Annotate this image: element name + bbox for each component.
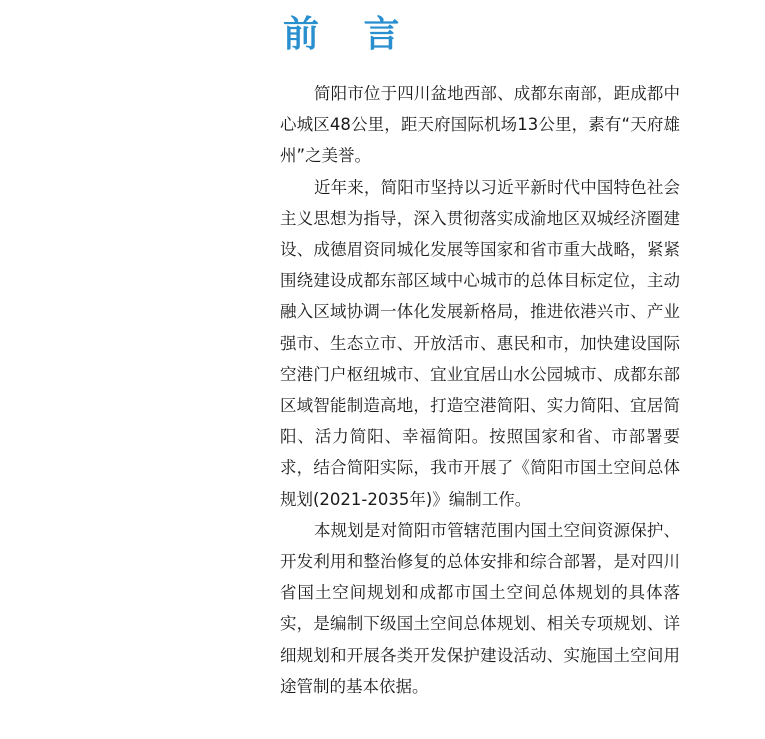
paragraph-purpose: 本规划是对简阳市管辖范围内国土空间资源保护、开发利用和整治修复的总体安排和综合部署，是对四川省国土空间规划和成都市国土空间总体规划的具体落实，是编制下级国土空间总体规划、相关专项规划、详细规划和开展各类开发保护建设活动、实施国土空间用途管制的基本依据。	[280, 520, 680, 696]
document-page	[280, 0, 680, 702]
page-title: 前 言	[283, 14, 416, 55]
paragraph-location: 简阳市位于四川盆地西部、成都东南部，距成都中心城区48公里，距天府国际机场13公里，素有“天府雄州”之美誉。	[280, 84, 680, 166]
document-body	[280, 78, 680, 702]
paragraph-background: 近年来，简阳市坚持以习近平新时代中国特色社会主义思想为指导，深入贯彻落实成渝地区双城经济圈建设、成德眉资同城化发展等国家和省市重大战略，紧紧围绕建设成都东部区域中心城市的总体目标定位，主动融入区域协调一体化发展新格局，推进依港兴市、产业强市、生态立市、开放活市、惠民和市，加快建设国际空港门户枢纽城市、宜业宜居山水公园城市、成都东部区域智能制造高地，打造空港简阳、实力简阳、宜居简阳、活力简阳、幸福简阳。按照国家和省、市部署要求，结合简阳实际，我市开展了《简阳市国土空间总体规划(2021-2035年)》编制工作。	[280, 177, 680, 509]
